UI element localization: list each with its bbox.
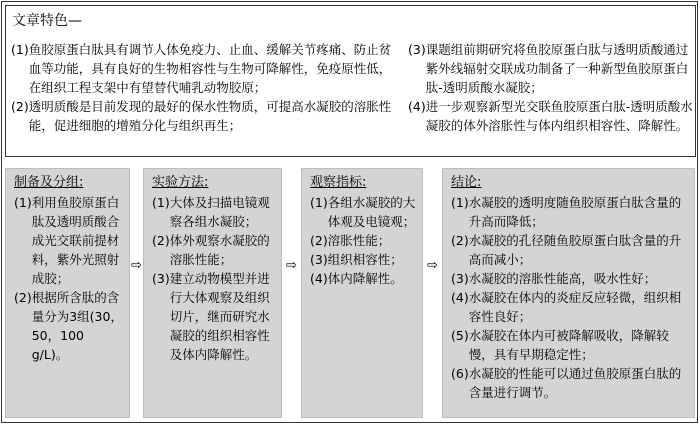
flow-box-conclusions bbox=[442, 168, 695, 418]
item-number: (4) bbox=[451, 290, 469, 305]
item-number: (1) bbox=[310, 195, 328, 210]
flow-box-indicators bbox=[301, 168, 423, 418]
item-number: (1) bbox=[451, 195, 469, 210]
arrow-icon: ⇨ bbox=[131, 258, 142, 273]
item-number: (1) bbox=[152, 195, 170, 210]
flow-item bbox=[14, 193, 123, 288]
flow-box-methods bbox=[143, 168, 282, 418]
item-number: (5) bbox=[451, 328, 469, 343]
item-text: 水凝胶的溶胀性能高，吸水性好； bbox=[468, 271, 657, 286]
item-number: (2) bbox=[11, 99, 29, 114]
feature-item bbox=[408, 40, 693, 97]
item-number: (1) bbox=[14, 195, 32, 210]
item-text: 透明质酸是目前发现的最好的保水性物质，可提高水凝胶的溶胀性能，促进细胞的增殖分化与组织再生； bbox=[28, 99, 392, 133]
item-text: 利用鱼胶原蛋白肽及透明质酸合成光交联前提材料，紫外光照射成胶； bbox=[31, 195, 120, 286]
item-text: 体内降解性。 bbox=[327, 271, 403, 286]
item-text: 进一步观察新型光交联鱼胶原蛋白肽-透明质酸水凝胶的体外溶胀性与体内组织相容性、降解性。 bbox=[425, 99, 693, 133]
item-number: (6) bbox=[451, 366, 469, 381]
item-text: 水凝胶的透明度随鱼胶原蛋白肽含量的升高而降低； bbox=[468, 195, 682, 229]
flow-item bbox=[310, 269, 416, 288]
item-number: (3) bbox=[310, 252, 328, 267]
item-text: 组织相容性； bbox=[327, 252, 403, 267]
feature-item bbox=[408, 97, 693, 135]
item-number: (2) bbox=[152, 233, 170, 248]
item-text: 水凝胶的性能可以通过鱼胶原蛋白肽的含量进行调节。 bbox=[468, 366, 682, 400]
flow-item bbox=[451, 269, 688, 288]
item-text: 建立动物模型并进行大体观察及组织切片，继而研究水凝胶的组织相容性及体内降解性。 bbox=[169, 271, 270, 362]
item-text: 根据所含肽的含量分为3组(30，50，100 g/L)。 bbox=[31, 290, 123, 362]
flow-item bbox=[451, 231, 688, 269]
flow-box-title: 结论: bbox=[451, 175, 482, 190]
item-number: (4) bbox=[310, 271, 328, 286]
flow-item bbox=[310, 250, 416, 269]
item-text: 鱼胶原蛋白肽具有调节人体免疫力、止血、缓解关节疼痛、防止贫血等功能，具有良好的生物相容性与生物可降解性，免疫原性低，在组织工程支架中有望替代哺乳动物胶原； bbox=[28, 42, 392, 95]
item-number: (4) bbox=[408, 99, 426, 114]
item-text: 水凝胶在体内的炎症反应轻微，组织相容性良好； bbox=[468, 290, 682, 324]
flow-item bbox=[14, 288, 123, 364]
flow-item bbox=[152, 269, 275, 364]
item-text: 各组水凝胶的大体观及电镜观； bbox=[327, 195, 416, 229]
item-number: (2) bbox=[451, 233, 469, 248]
item-number: (1) bbox=[11, 42, 29, 57]
flow-item bbox=[310, 231, 416, 250]
flow-item bbox=[152, 231, 275, 269]
flow-box-title: 观察指标: bbox=[310, 175, 367, 190]
arrow-icon: ⇨ bbox=[427, 258, 438, 273]
item-text: 溶胀性能； bbox=[327, 233, 391, 248]
item-number: (3) bbox=[451, 271, 469, 286]
flow-item bbox=[451, 364, 688, 402]
item-number: (2) bbox=[14, 290, 32, 305]
flow-box-title: 实验方法: bbox=[152, 175, 209, 190]
item-text: 课题组前期研究将鱼胶原蛋白肽与透明质酸通过紫外线辐射交联成功制备了一种新型鱼胶原蛋白肽-透明质酸水凝胶； bbox=[425, 42, 689, 95]
flow-box-title: 制备及分组: bbox=[14, 175, 84, 190]
item-number: (3) bbox=[152, 271, 170, 286]
flow-item bbox=[152, 193, 275, 231]
item-number: (3) bbox=[408, 42, 426, 57]
arrow-icon: ⇨ bbox=[286, 258, 297, 273]
item-text: 体外观察水凝胶的溶胀性能； bbox=[169, 233, 270, 267]
features-left-column bbox=[11, 40, 403, 135]
features-title: 文章特色— bbox=[12, 13, 82, 29]
features-right-column bbox=[408, 40, 693, 135]
item-text: 水凝胶在体内可被降解吸收，降解较慢，具有早期稳定性； bbox=[468, 328, 669, 362]
flow-item bbox=[451, 193, 688, 231]
flow-item bbox=[451, 326, 688, 364]
flow-item bbox=[451, 288, 688, 326]
item-text: 大体及扫描电镜观察各组水凝胶； bbox=[169, 195, 270, 229]
feature-item bbox=[11, 97, 403, 135]
flow-item bbox=[310, 193, 416, 231]
flow-box-preparation bbox=[5, 168, 130, 418]
item-number: (2) bbox=[310, 233, 328, 248]
feature-item bbox=[11, 40, 403, 97]
features-panel bbox=[5, 5, 696, 157]
item-text: 水凝胶的孔径随鱼胶原蛋白肽含量的升高而减小； bbox=[468, 233, 682, 267]
